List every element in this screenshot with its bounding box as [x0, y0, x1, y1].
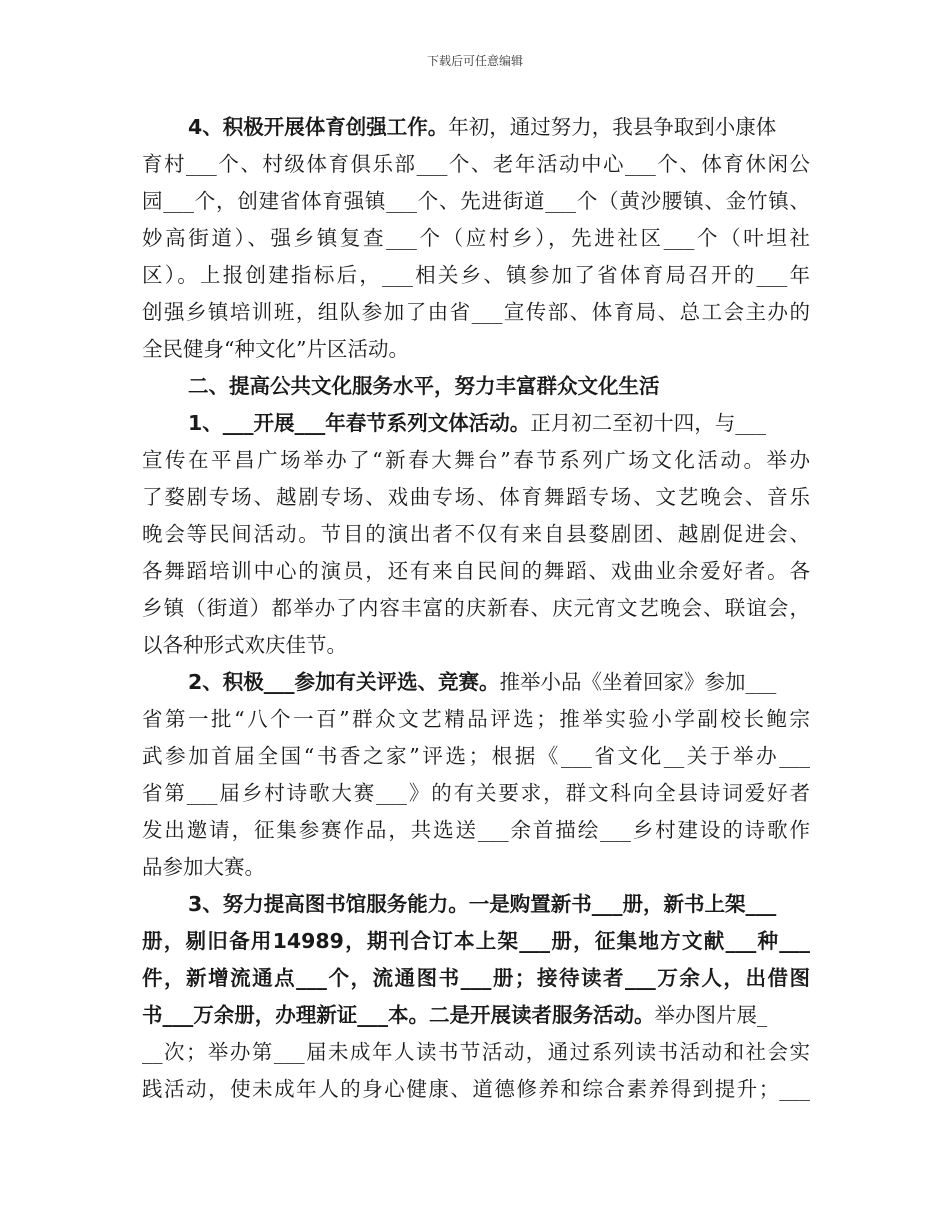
bold-heading: 1、___开展___年春节系列文体活动。	[188, 411, 531, 435]
text-line	[188, 113, 776, 141]
text-line: 宣传在平昌广场举办了“新春大舞台”春节系列广场文化活动。举办	[142, 448, 810, 472]
text-line: 育村___个、村级体育俱乐部___个、老年活动中心___个、体育休闲公	[142, 152, 810, 176]
text-line	[142, 1001, 767, 1029]
text-line	[188, 890, 776, 918]
section-heading	[188, 372, 660, 400]
text-line: 乡镇（街道）都举办了内容丰富的庆新春、庆元宵文艺晚会、联谊会，	[142, 596, 810, 620]
text-line: 晚会等民间活动。节目的演出者不仅有来自县婺剧团、越剧促进会、	[142, 522, 810, 546]
text-line: 省第一批“八个一百”群众文艺精品评选；推举实验小学副校长鲍宗	[142, 707, 810, 731]
text-line: 武参加首届全国“书香之家”评选；根据《___省文化__关于举办___	[142, 744, 810, 768]
text-line	[188, 668, 776, 696]
bold-heading: 2、积极___参加有关评选、竞赛。	[188, 670, 500, 694]
body-text: 年初，通过努力，我县争取到小康体	[448, 115, 777, 139]
text-line	[188, 409, 766, 437]
text-line: 创强乡镇培训班，组队参加了由省___宣传部、体育局、总工会主办的	[142, 300, 810, 324]
text-line: 以各种形式欢庆佳节。	[142, 633, 347, 657]
body-text: 推举小品《坐着回家》参加___	[499, 670, 777, 694]
text-line: 件，新增流通点___个，流通图书___册；接待读者___万余人，出借图	[142, 966, 810, 990]
text-line: 区）。上报创建指标后，___相关乡、镇参加了省体育局召开的___年	[142, 263, 810, 287]
text-line: 妙高街道）、强乡镇复查___个（应村乡），先进社区___个（叶坦社	[142, 226, 810, 250]
page-header: 下载后可任意编辑	[426, 54, 523, 68]
text-line: 各舞蹈培训中心的演员，还有来自民间的舞蹈、戏曲业余爱好者。各	[142, 559, 810, 583]
text-line: 品参加大赛。	[142, 855, 265, 879]
text-line: 发出邀请，征集参赛作品，共选送___余首描绘___乡村建设的诗歌作	[142, 818, 810, 842]
text-line: 了婺剧专场、越剧专场、戏曲专场、体育舞蹈专场、文艺晚会、音乐	[142, 485, 810, 509]
body-text: 举办图片展_	[654, 1003, 768, 1027]
text-line: 省第___届乡村诗歌大赛___》的有关要求，群文科向全县诗词爱好者	[142, 781, 810, 805]
text-line: 园___个，创建省体育强镇___个、先进街道___个（黄沙腰镇、金竹镇、	[142, 189, 810, 213]
bold-heading: 3、努力提高图书馆服务能力。一是购置新书___册，新书上架___	[188, 892, 777, 916]
bold-heading: 4、积极开展体育创强工作。	[188, 115, 449, 139]
bold-heading: 二、提高公共文化服务水平，努力丰富群众文化生活	[188, 374, 660, 398]
text-line: 册，剔旧备用14989，期刊合订本上架___册，征集地方文献___种___	[142, 929, 810, 953]
text-line: 全民健身“种文化”片区活动。	[142, 337, 409, 361]
text-line: 践活动，使未成年人的身心健康、道德修养和综合素养得到提升；___	[142, 1077, 810, 1101]
bold-heading: 书___万余册，办理新证___本。二是开展读者服务活动。	[142, 1003, 655, 1027]
body-text: 正月初二至初十四，与___	[530, 411, 767, 435]
text-line: __次；举办第___届未成年人读书节活动，通过系列读书活动和社会实	[142, 1040, 810, 1064]
